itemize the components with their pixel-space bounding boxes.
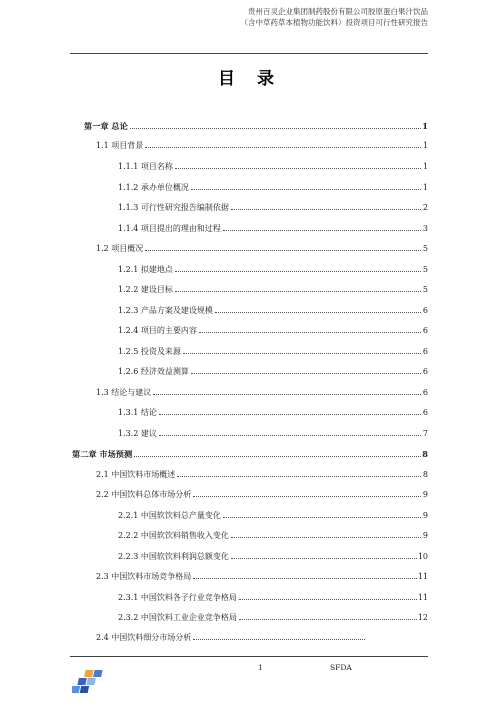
toc-entry[interactable]: 2.3 中国饮料市场竞争格局 11 <box>96 572 428 581</box>
toc-entry[interactable]: 1.2.2 建设目标 5 <box>118 285 428 294</box>
footer-rule <box>70 656 428 657</box>
page-number: 1 <box>258 663 263 672</box>
toc-entry[interactable]: 1.1.3 可行性研究报告编制依据 2 <box>118 203 428 212</box>
toc-entry[interactable]: 1.1.4 项目提出的理由和过程 3 <box>118 224 428 233</box>
toc-entry[interactable]: 2.4 中国饮料细分市场分析 <box>96 632 372 644</box>
toc-entry[interactable]: 2.3.1 中国饮料各子行业竞争格局 11 <box>118 593 428 602</box>
toc-entry[interactable]: 2.2.3 中国软饮料利润总额变化 10 <box>118 552 428 561</box>
toc-entry[interactable]: 1.2.4 项目的主要内容 6 <box>118 326 428 335</box>
toc-entry[interactable]: 2.2 中国饮料总体市场分析 9 <box>96 490 428 499</box>
toc-entry[interactable]: 1.2.3 产品方案及建设规模 6 <box>118 306 428 315</box>
toc-entry[interactable]: 1.2.1 拟建地点 5 <box>118 265 428 274</box>
toc-entry[interactable]: 第一章 总论 1 <box>84 121 428 131</box>
header-line-2: （含中草药草本植物功能饮料）投资项目可行性研究报告 <box>240 18 428 27</box>
toc-entry[interactable]: 2.2.1 中国软饮料总产量变化 9 <box>118 511 428 520</box>
toc-entry[interactable]: 第二章 市场预测 8 <box>72 449 428 459</box>
toc-entry[interactable]: 1.2 项目概况 5 <box>96 244 428 253</box>
toc-entry[interactable]: 1.3.2 建议 7 <box>118 429 428 438</box>
toc-entry[interactable]: 1.1.1 项目名称 1 <box>118 162 428 171</box>
toc-entry[interactable]: 1.3 结论与建议 6 <box>96 388 428 397</box>
toc-entry[interactable]: 1.2.5 投资及来源 6 <box>118 347 428 356</box>
toc-entry[interactable]: 2.1 中国饮料市场概述 8 <box>96 470 428 479</box>
footer-label: SFDA <box>330 663 352 672</box>
toc-entry[interactable]: 1.1.2 承办单位概况 1 <box>118 183 428 192</box>
header-rule <box>70 53 428 54</box>
toc-entry[interactable]: 1.2.6 经济效益测算 6 <box>118 367 428 376</box>
toc-entry[interactable]: 1.3.1 结论 6 <box>118 408 428 417</box>
company-logo-icon <box>72 668 106 694</box>
toc-entry[interactable]: 1.1 项目背景 1 <box>96 141 428 150</box>
toc-entry[interactable]: 2.3.2 中国饮料工业企业竞争格局 12 <box>118 613 428 622</box>
page-title: 目 录 <box>218 69 282 89</box>
header-line-1: 贵州百灵企业集团制药股份有限公司胶原蛋白果汁饮品 <box>248 7 428 16</box>
toc-entry[interactable]: 2.2.2 中国软饮料销售收入变化 9 <box>118 531 428 540</box>
running-header <box>241 6 429 28</box>
